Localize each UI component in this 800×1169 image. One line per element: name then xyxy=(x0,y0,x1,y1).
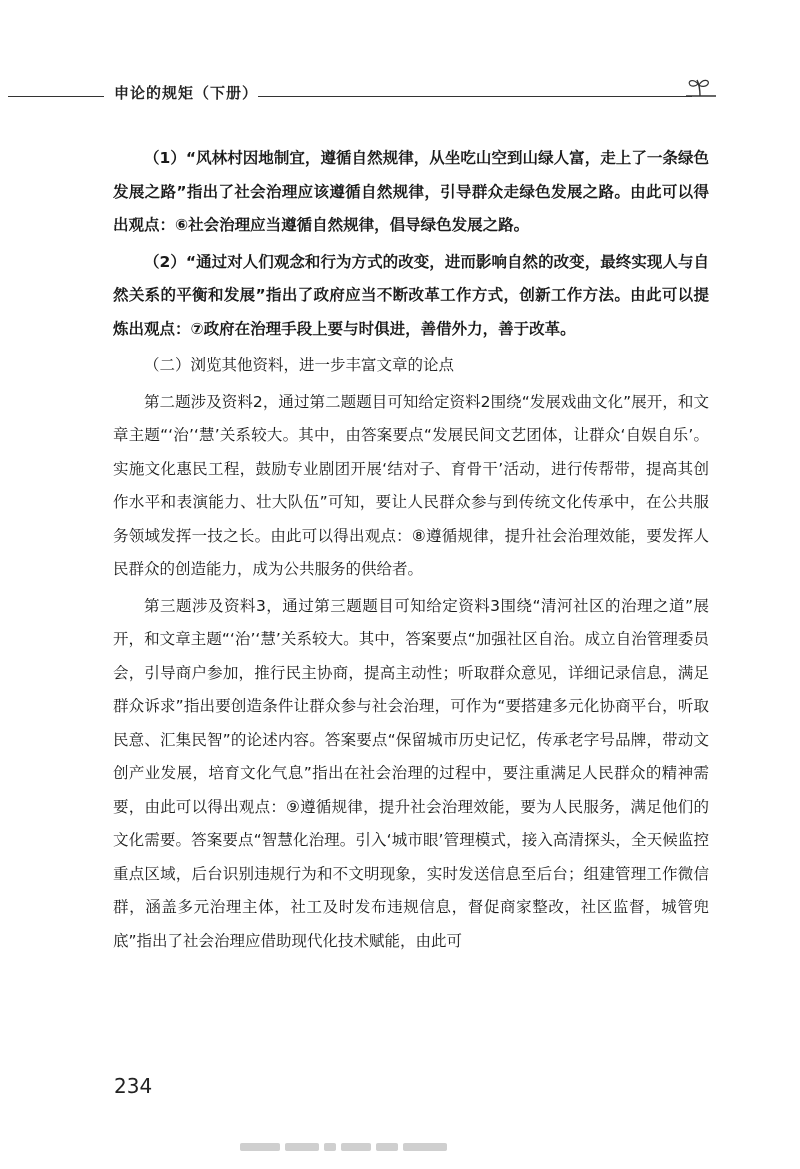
paragraph-5: 第三题涉及资料3，通过第三题题目可知给定资料3围绕“清河社区的治理之道”展开，和文章主题“‘治’‘慧’关系较大。其中，答案要点“加强社区自治。成立自治管理委员会，引导商户参加，推行民主协商，提高主动性；听取群众意见，详细记录信息，满足群众诉求”指出要创造条件让群众参与社会治理，可作为“要搭建多元化协商平台，听取民意、汇集民智”的论述内容。答案要点“保留城市历史记忆，传承老字号品牌，带动文创产业发展，培育文化气息”指出在社会治理的过程中，要注重满足人民群众的精神需要，由此可以得出观点：⑨遵循规律，提升社会治理效能，要为人民服务，满足他们的文化需要。答案要点“智慧化治理。引入‘城市眼’管理模式，接入高清探头，全天候监控重点区域，后台识别违规行为和不文明现象，实时发送信息至后台；组建管理工作微信群，涵盖多元治理主体，社工及时发布违规信息，督促商家整改，社区监督，城管兜底”指出了社会治理应借助现代化技术赋能，由此可 xyxy=(113,596,709,950)
header-rule-right xyxy=(258,96,692,97)
sprout-icon xyxy=(682,76,716,106)
footer-scan-artifact xyxy=(240,1136,490,1152)
paragraph-1: （1）“风林村因地制宜，遵循自然规律，从坐吃山空到山绿人富，走上了一条绿色发展之路”指出了社会治理应该遵循自然规律，引导群众走绿色发展之路。由此可以得出观点：⑥社会治理应当遵循自然规律，倡导绿色发展之路。 xyxy=(113,149,709,234)
section-heading: （二）浏览其他资料，进一步丰富文章的论点 xyxy=(144,356,455,374)
paragraph-2: （2）“通过对人们观念和行为方式的改变，进而影响自然的改变，最终实现人与自然关系的平衡和发展”指出了政府应当不断改革工作方式，创新工作方法。由此可以提炼出观点：⑦政府在治理手段上要与时俱进，善借外力，善于改革。 xyxy=(113,252,709,338)
running-header xyxy=(0,76,800,106)
page-number: 234 xyxy=(114,1074,153,1098)
paragraph-4: 第二题涉及资料2，通过第二题题目可知给定资料2围绕“发展戏曲文化”展开，和文章主题“‘治’‘慧’关系较大。其中，由答案要点“发展民间文艺团体，让群众‘自娱自乐’。实施文化惠民工程，鼓励专业剧团开展‘结对子、育骨干’活动，进行传帮带，提高其创作水平和表演能力、壮大队伍”可知，要让人民群众参与到传统文化传承中，在公共服务领域发挥一技之长。由此可以得出观点：⑧遵循规律，提升社会治理效能，要发挥人民群众的创造能力，成为公共服务的供给者。 xyxy=(113,392,709,578)
header-rule-left xyxy=(8,96,104,97)
book-title: 申论的规矩（下册） xyxy=(114,84,259,102)
body-text xyxy=(113,142,709,961)
